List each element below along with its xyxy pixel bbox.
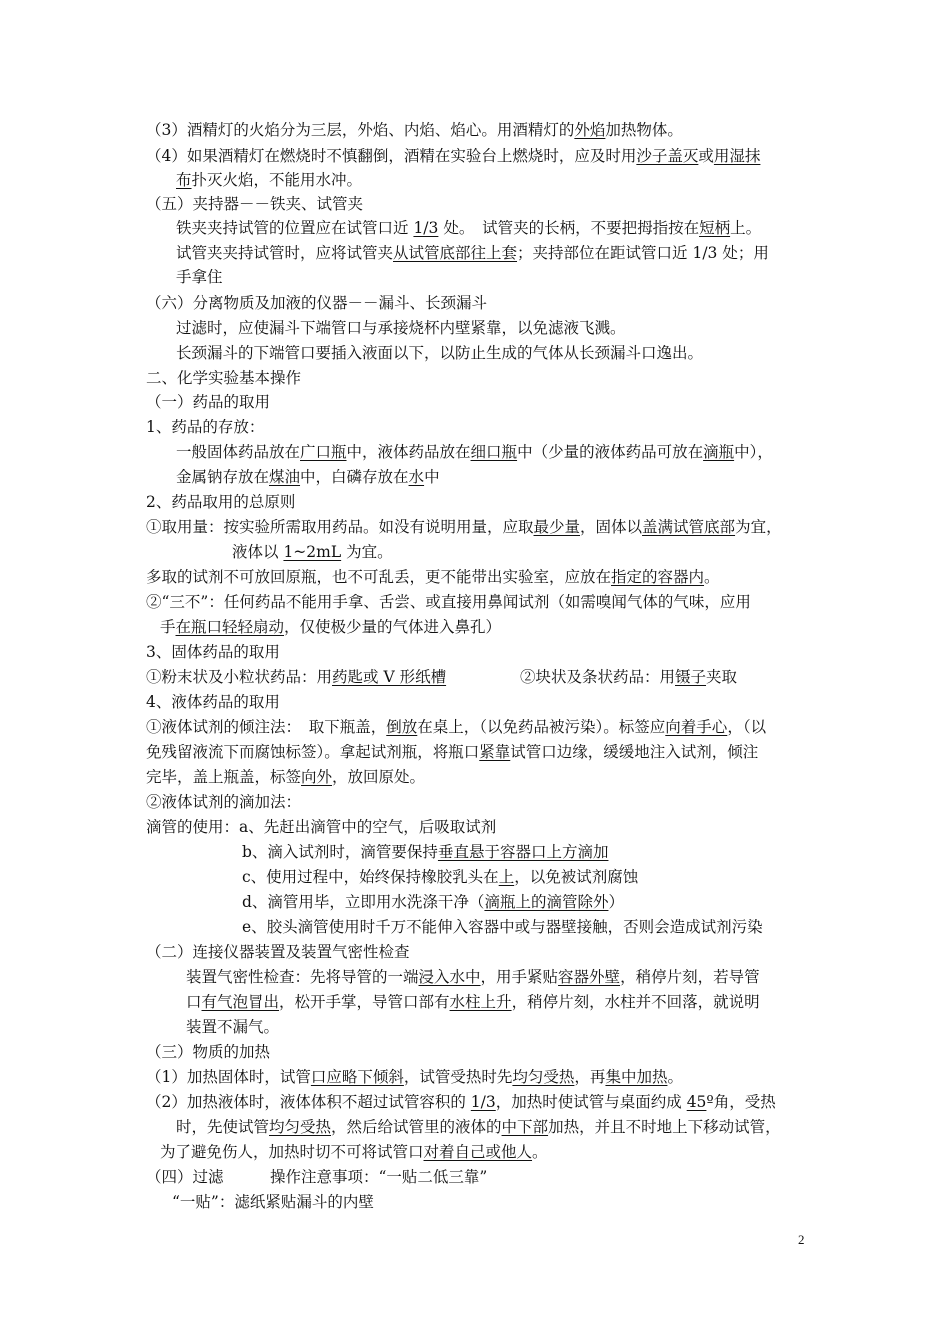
text-segment: 扑灭火焰，不能用水冲。 — [191, 171, 363, 189]
text-segment: 试管口边缘，缓缓地注入试剂，倾注 — [510, 743, 759, 761]
text-line — [176, 467, 440, 487]
text-segment: ） — [608, 893, 624, 911]
text-line — [242, 892, 624, 912]
text-segment: 免残留液流下而腐蚀标签）。拿起试剂瓶，将瓶口 — [146, 743, 480, 761]
text-line — [146, 517, 782, 537]
text-line — [146, 1067, 683, 1087]
text-line — [146, 592, 751, 612]
text-line — [146, 293, 487, 313]
text-line — [146, 368, 301, 388]
text-segment: 装置气密性检查：先将导管的一端 — [186, 968, 419, 986]
underlined-term: 滴瓶 — [703, 443, 735, 461]
underlined-term: 沙子盖灭 — [636, 147, 699, 165]
text-segment: 铁夹夹持试管的位置应在试管口近 — [176, 219, 414, 237]
text-segment: ①取用量：按实验所需取用药品。如没有说明用量，应取 — [146, 518, 534, 536]
underlined-term: 在瓶口轻轻扇动 — [175, 618, 285, 636]
text-segment: （4）如果酒精灯在燃烧时不慎翻倒，酒精在实验台上燃烧时，应及时用 — [146, 147, 637, 165]
text-segment: （3）酒精灯的火焰分为三层，外焰、内焰、焰心。用酒精灯的 — [146, 121, 575, 139]
text-line — [176, 218, 761, 238]
text-segment: 中 — [424, 468, 440, 486]
text-line — [176, 267, 223, 287]
underlined-term: 向外 — [301, 768, 333, 786]
underlined-term: 有气泡冒出 — [201, 993, 280, 1011]
underlined-term: 对着自己或他人 — [423, 1143, 533, 1161]
text-segment: ，稍停片刻，水柱并不回落，就说明 — [511, 993, 760, 1011]
text-line — [242, 842, 608, 862]
text-segment: ②“三不”：任何药品不能用手拿、舌尝、或直接用鼻闻试剂（如需嗅闻气体的气味，应用 — [146, 593, 751, 611]
underlined-term: 倒放 — [386, 718, 418, 736]
text-segment: 时，先使试管 — [176, 1118, 270, 1136]
text-segment: （六）分离物质及加液的仪器－－漏斗、长颈漏斗 — [146, 294, 488, 312]
text-segment: （一）药品的取用 — [146, 393, 271, 411]
text-segment: 多取的试剂不可放回原瓶，也不可乱丢，更不能带出实验室，应放在 — [146, 568, 612, 586]
text-segment: º角，受热 — [706, 1093, 776, 1111]
text-line — [186, 992, 760, 1012]
text-line — [146, 792, 301, 812]
text-segment: “一贴”：滤纸紧贴漏斗的内壁 — [172, 1193, 374, 1211]
underlined-term: 口应略下倾斜 — [310, 1068, 404, 1086]
text-segment: （四）过滤 操作注意事项：“一贴二低三靠” — [146, 1168, 488, 1186]
text-segment: 中（少量的液体药品可放在 — [517, 443, 704, 461]
underlined-term: 短柄 — [699, 219, 731, 237]
text-segment: （2）加热液体时，液体体积不超过试管容积的 — [146, 1093, 471, 1111]
underlined-term: 紧靠 — [479, 743, 511, 761]
underlined-term: 最少量 — [533, 518, 581, 536]
text-segment: ，稍停片刻，若导管 — [620, 968, 760, 986]
text-line — [176, 343, 703, 363]
text-segment: 二、化学实验基本操作 — [146, 369, 302, 387]
page-number: 2 — [798, 1232, 805, 1247]
text-line — [176, 1117, 781, 1137]
underlined-term: 集中加热 — [605, 1068, 668, 1086]
text-line — [520, 667, 737, 687]
underlined-term: 45 — [686, 1093, 707, 1111]
text-line — [146, 194, 363, 214]
text-segment: 为宜。 — [341, 543, 393, 561]
text-line — [146, 692, 280, 712]
underlined-term: 从试管底部往上套 — [393, 244, 518, 262]
underlined-term: 1~2mL — [283, 543, 342, 561]
text-line — [146, 146, 760, 166]
underlined-term: 广口瓶 — [300, 443, 347, 461]
underlined-term: 垂直悬于容器口上方滴加 — [437, 843, 609, 861]
text-segment: 手 — [160, 618, 176, 636]
text-line — [146, 392, 270, 412]
text-line — [160, 617, 501, 637]
text-segment: ②液体试剂的滴加法： — [146, 793, 302, 811]
text-line — [242, 917, 763, 937]
text-segment: （1）加热固体时，试管 — [146, 1068, 311, 1086]
text-segment: ①粉末状及小粒状药品：用 — [146, 668, 333, 686]
text-segment: 1、药品的存放： — [146, 418, 265, 436]
text-line — [146, 717, 766, 737]
text-segment: 一般固体药品放在 — [176, 443, 301, 461]
text-line — [146, 417, 264, 437]
text-segment: 加热，并且不时地上下移动试管， — [548, 1118, 781, 1136]
text-segment: ①液体试剂的倾注法： 取下瓶盖， — [146, 718, 387, 736]
text-segment: ，放回原处。 — [332, 768, 426, 786]
text-segment: （三）物质的加热 — [146, 1043, 271, 1061]
text-segment: 滴管的使用：a、先赶出滴管中的空气，后吸取试剂 — [146, 818, 497, 836]
underlined-term: 盖满试管底部 — [642, 518, 736, 536]
text-segment: 。 — [667, 1068, 683, 1086]
text-segment: 加热物体。 — [605, 121, 683, 139]
underlined-term: 1/3 — [470, 1093, 496, 1111]
text-segment: 手拿住 — [176, 268, 223, 286]
underlined-term: 指定的容器内 — [611, 568, 705, 586]
text-line — [146, 120, 683, 140]
text-line — [146, 642, 280, 662]
text-segment: 过滤时，应使漏斗下端管口与承接烧杯内壁紧靠，以免滤液飞溅。 — [176, 319, 626, 337]
text-segment: ，然后给试管里的液体的 — [331, 1118, 502, 1136]
text-line — [186, 967, 760, 987]
text-segment: 装置不漏气。 — [186, 1018, 280, 1036]
text-segment: ，固体以 — [580, 518, 643, 536]
text-line — [160, 1142, 548, 1162]
text-segment: ，（以 — [727, 718, 767, 736]
text-segment: ；夹持部位在距试管口近 1/3 处；用 — [517, 244, 769, 262]
text-segment: ②块状及条状药品：用 — [520, 668, 676, 686]
underlined-term: 滴瓶上的滴管除外 — [484, 893, 609, 911]
text-segment: 为了避免伤人，加热时切不可将试管口 — [160, 1143, 424, 1161]
text-segment: ，加热时使试管与桌面约成 — [495, 1093, 687, 1111]
text-segment: 。 — [532, 1143, 548, 1161]
text-segment: 中，白磷存放在 — [300, 468, 409, 486]
text-segment: d、滴管用毕，立即用水洗涤干净（ — [242, 893, 485, 911]
text-segment: 处。 试管夹的长柄，不要把拇指按在 — [438, 219, 700, 237]
text-line — [176, 243, 769, 263]
underlined-term: 容器外壁 — [558, 968, 621, 986]
underlined-term: 1/3 — [413, 219, 439, 237]
text-segment: ，仅使极少量的气体进入鼻孔） — [284, 618, 502, 636]
text-segment: 金属钠存放在 — [176, 468, 270, 486]
text-segment: ，以免被试剂腐蚀 — [514, 868, 639, 886]
text-segment: 2、药品取用的总原则 — [146, 493, 296, 511]
text-segment: b、滴入试剂时，滴管要保持 — [242, 843, 438, 861]
text-segment: ，试管受热时先 — [403, 1068, 513, 1086]
underlined-term: 镊子 — [675, 668, 707, 686]
text-segment: （五）夹持器－－铁夹、试管夹 — [146, 195, 364, 213]
underlined-term: 布 — [176, 171, 192, 189]
text-line — [146, 1042, 270, 1062]
underlined-term: 中下部 — [501, 1118, 549, 1136]
text-segment: 完毕，盖上瓶盖，标签 — [146, 768, 302, 786]
text-line — [146, 567, 720, 587]
text-line — [232, 542, 393, 562]
text-segment: （二）连接仪器装置及装置气密性检查 — [146, 943, 410, 961]
text-segment: 中）， — [734, 443, 773, 461]
text-segment: c、使用过程中，始终保持橡胶乳头在 — [242, 868, 499, 886]
text-segment: 或 — [698, 147, 714, 165]
underlined-term: 药匙或 V 形纸槽 — [332, 668, 447, 686]
underlined-term: 细口瓶 — [470, 443, 518, 461]
text-line — [242, 867, 638, 887]
underlined-term: 浸入水中 — [418, 968, 481, 986]
underlined-term: 用湿抹 — [713, 147, 761, 165]
text-line — [146, 1167, 487, 1187]
text-line — [176, 442, 773, 462]
underlined-term: 外焰 — [574, 121, 606, 139]
text-segment: 夹取 — [706, 668, 738, 686]
text-segment: 液体以 — [232, 543, 284, 561]
text-segment: e、胶头滴管使用时千万不能伸入容器中或与器壁接触，否则会造成试剂污染 — [242, 918, 763, 936]
text-segment: 试管夹夹持试管时，应将试管夹 — [176, 244, 394, 262]
text-segment: ，用手紧贴 — [480, 968, 559, 986]
text-segment: 中，液体药品放在 — [346, 443, 471, 461]
underlined-term: 煤油 — [269, 468, 301, 486]
underlined-term: 水柱上升 — [449, 993, 512, 1011]
text-segment: 3、固体药品的取用 — [146, 643, 280, 661]
text-line — [172, 1192, 374, 1212]
text-segment: 为宜， — [735, 518, 782, 536]
underlined-term: 向着手心 — [665, 718, 728, 736]
text-line — [146, 492, 295, 512]
text-segment: 长颈漏斗的下端管口要插入液面以下，以防止生成的气体从长颈漏斗口逸出。 — [176, 344, 704, 362]
text-line — [176, 318, 626, 338]
text-line — [146, 767, 425, 787]
text-segment: 在桌上，（以免药品被污染）。标签应 — [417, 718, 666, 736]
text-segment: ，再 — [574, 1068, 606, 1086]
underlined-term: 水 — [408, 468, 425, 486]
text-line — [146, 1092, 776, 1112]
underlined-term: 上 — [498, 868, 515, 886]
text-segment: 。 — [704, 568, 720, 586]
text-line — [146, 817, 496, 837]
underlined-term: 均匀受热 — [269, 1118, 332, 1136]
text-line — [146, 942, 410, 962]
underlined-term: 均匀受热 — [512, 1068, 575, 1086]
text-line — [146, 742, 758, 762]
text-line — [176, 170, 362, 190]
text-segment: 上。 — [730, 219, 762, 237]
text-segment: 口 — [186, 993, 202, 1011]
text-segment: 4、液体药品的取用 — [146, 693, 280, 711]
text-segment: ，松开手掌，导管口部有 — [279, 993, 450, 1011]
text-line — [186, 1017, 279, 1037]
text-line — [146, 667, 446, 687]
